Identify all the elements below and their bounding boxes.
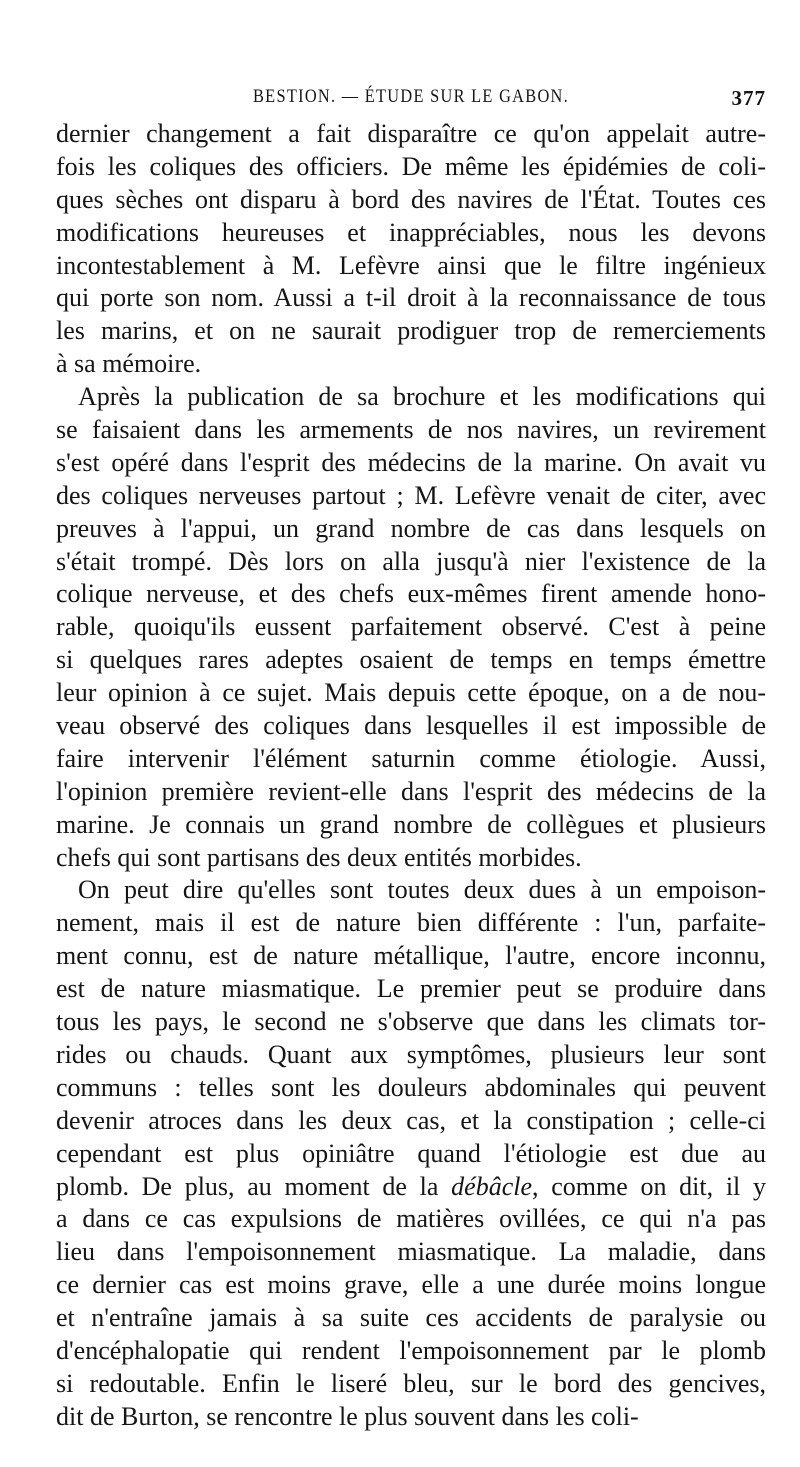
- text-line: modifications heureuses et inappréciables, nous les devons: [56, 217, 766, 247]
- body-text: [56, 118, 766, 1434]
- text-line: si quelques rares adeptes osaient de temps en temps émettre: [56, 645, 766, 675]
- text-line: des coliques nerveuses partout ; M. Lefèvre venait de citer, avec: [56, 480, 766, 510]
- text-line: lieu dans l'empoisonnement miasmatique. La maladie, dans: [56, 1237, 766, 1267]
- text-segment: plomb. De plus, au moment de la: [56, 1171, 452, 1201]
- text-line: les marins, et on ne saurait prodiguer trop de remerciements: [56, 316, 766, 346]
- text-line: rable, quoiqu'ils eussent parfaitement observé. C'est à peine: [56, 612, 766, 642]
- text-line: a dans ce cas expulsions de matières ovillées, ce qui n'a pas: [56, 1204, 766, 1234]
- text-line: et n'entraîne jamais à sa suite ces accidents de paralysie ou: [56, 1303, 766, 1333]
- running-head: [56, 86, 766, 116]
- text-line: Après la publication de sa brochure et les modifications qui: [78, 382, 766, 412]
- text-line: ques sèches ont disparu à bord des navires de l'État. Toutes ces: [56, 184, 766, 214]
- text-line: s'était trompé. Dès lors on alla jusqu'à nier l'existence de la: [56, 546, 766, 576]
- text-line: communs : telles sont les douleurs abdominales qui peuvent: [56, 1072, 766, 1102]
- text-line: si redoutable. Enfin le liseré bleu, sur le bord des gencives,: [56, 1368, 766, 1398]
- text-line: tous les pays, le second ne s'observe que dans les climats tor-: [56, 1007, 766, 1037]
- text-line: marine. Je connais un grand nombre de collègues et plusieurs: [56, 809, 766, 839]
- text-line: fois les coliques des officiers. De même les épidémies de coli-: [56, 151, 766, 181]
- text-line: devenir atroces dans les deux cas, et la constipation ; celle-ci: [56, 1105, 766, 1135]
- text-line: l'opinion première revient-elle dans l'esprit des médecins de la: [56, 776, 766, 806]
- text-segment: , comme on dit, il y: [532, 1171, 766, 1201]
- text-line: leur opinion à ce sujet. Mais depuis cette époque, on a de nou-: [56, 678, 766, 708]
- italic-term: débâcle: [451, 1171, 532, 1201]
- text-line: veau observé des coliques dans lesquelles il est impossible de: [56, 711, 766, 741]
- text-line: ce dernier cas est moins grave, elle a une durée moins longue: [56, 1270, 766, 1300]
- text-line: se faisaient dans les armements de nos navires, un revirement: [56, 415, 766, 445]
- text-line: cependant est plus opiniâtre quand l'étiologie est due au: [56, 1138, 766, 1168]
- text-line: d'encéphalopatie qui rendent l'empoisonnement par le plomb: [56, 1335, 766, 1365]
- text-line: qui porte son nom. Aussi a t-il droit à la reconnaissance de tous: [56, 283, 766, 313]
- text-line: incontestablement à M. Lefèvre ainsi que le filtre ingénieux: [56, 250, 766, 280]
- text-line: colique nerveuse, et des chefs eux-mêmes firent amende hono-: [56, 579, 766, 609]
- text-line: s'est opéré dans l'esprit des médecins de la marine. On avait vu: [56, 447, 766, 477]
- text-line: On peut dire qu'elles sont toutes deux dues à un empoison-: [78, 875, 766, 905]
- running-title: BESTION. — ÉTUDE SUR LE GABON.: [252, 86, 570, 107]
- page-number: 377: [731, 86, 766, 110]
- text-line: ment connu, est de nature métallique, l'autre, encore inconnu,: [56, 941, 766, 971]
- text-line: dit de Burton, se rencontre le plus souvent dans les coli-: [56, 1401, 639, 1431]
- text-line: chefs qui sont partisans des deux entités morbides.: [56, 842, 582, 872]
- text-line: [56, 1171, 766, 1204]
- text-line: rides ou chauds. Quant aux symptômes, plusieurs leur sont: [56, 1039, 766, 1069]
- text-line: à sa mémoire.: [56, 349, 202, 379]
- text-line: faire intervenir l'élément saturnin comme étiologie. Aussi,: [56, 743, 766, 773]
- text-line: preuves à l'appui, un grand nombre de cas dans lesquels on: [56, 513, 766, 543]
- text-line: nement, mais il est de nature bien différente : l'un, parfaite-: [56, 908, 766, 938]
- text-line: dernier changement a fait disparaître ce qu'on appelait autre-: [56, 119, 766, 148]
- text-line: est de nature miasmatique. Le premier peut se produire dans: [56, 974, 766, 1004]
